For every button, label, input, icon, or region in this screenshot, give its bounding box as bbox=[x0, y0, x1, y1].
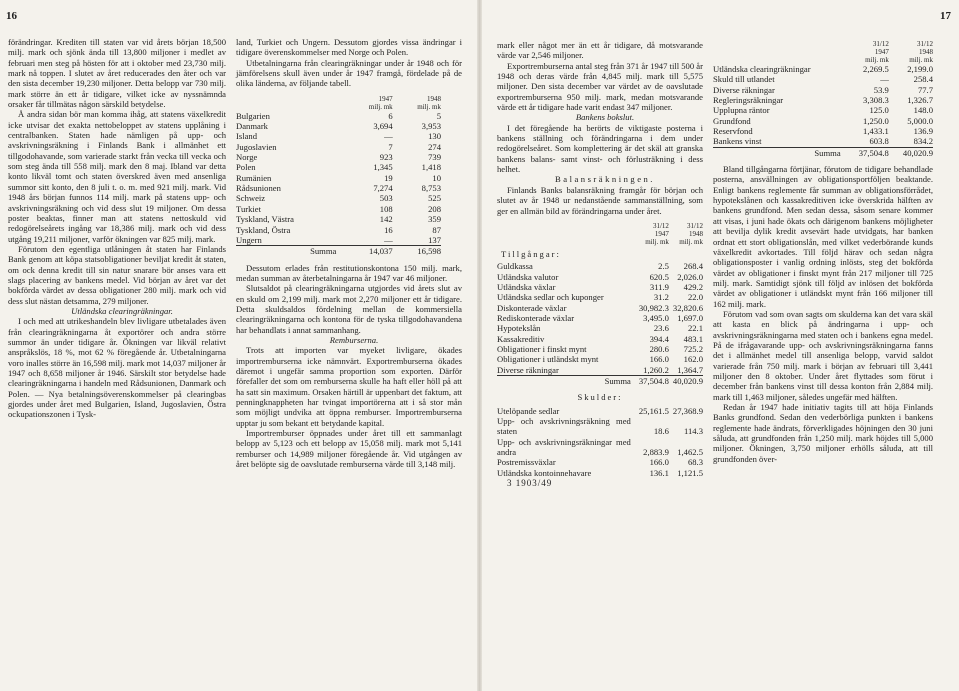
row-value: 394.4 bbox=[649, 333, 669, 344]
paragraph: Finlands Banks balansräkning framgår för början och slutet av år 1948 ur nedanstående sammanställning, som ger en allmän bild av förändringarna under året. bbox=[497, 184, 703, 216]
row-value: 2,883.9 bbox=[643, 447, 669, 458]
section-heading: Utländska clearingräkningar. bbox=[71, 305, 173, 316]
row-value: 1,121.5 bbox=[677, 467, 703, 478]
paragraph: Å andra sidan bör man komma ihåg, att statens växelkredit icke utvisar det exakta nettobeloppet av statens upplåning i centralbanken. Staten hade nämligen på upp- och avskrivningsräkning i Finlands Bank i allmänhet ett tillgodohavande, som varierade starkt från vecka till vecka och som steg ända till 558 milj. mark den 8 maj. Ibland var detta konto likväl tomt och staten överskred även med ansenliga summor sitt konto, den 8 juli t. o. m. med 921 milj. mark. Vid 1948 års början funnos 114 milj. mark på statens upp- och avskrivningsräkning och vid dess slut 19 miljoner. Om dessa poster beaktas, finner man att statens nettoskuld vid redogörelseårets ingång var 18,386 milj. mark och vid dess utgång 19,211 miljoner, varför ökningen var 825 milj. mark. bbox=[8, 109, 226, 244]
row-value: 1,418 bbox=[421, 162, 441, 173]
right-page-column-2 bbox=[713, 40, 933, 464]
row-value: 525 bbox=[428, 193, 441, 204]
row-value: 130 bbox=[428, 131, 441, 142]
row-value: — bbox=[880, 74, 889, 85]
paragraph: Dessutom erlades från restitutionskontona 150 milj. mark, medan summan av återbetalningarna år 1947 var 46 miljoner. bbox=[236, 262, 462, 283]
row-label: Upplupna räntor bbox=[713, 105, 770, 116]
table-row bbox=[497, 416, 703, 437]
row-label: Kassakreditiv bbox=[497, 333, 545, 344]
row-value: — bbox=[384, 131, 393, 142]
row-label: Obligationer i finskt mynt bbox=[497, 343, 587, 354]
row-value: 503 bbox=[379, 193, 393, 204]
table-row bbox=[713, 116, 933, 126]
row-label: Bankens vinst bbox=[713, 136, 762, 147]
balance-sheet-table bbox=[497, 222, 703, 478]
column-header-unit: milj. mk bbox=[679, 237, 703, 246]
row-value: 1,250.0 bbox=[863, 115, 889, 126]
row-label: Postremissväxlar bbox=[497, 457, 556, 468]
table-row bbox=[713, 136, 933, 147]
row-label: Utländska kontoinnehavare bbox=[497, 467, 592, 478]
row-value: 429.2 bbox=[683, 281, 703, 292]
row-label: Norge bbox=[236, 152, 258, 163]
row-value: 125.0 bbox=[869, 105, 889, 116]
left-page-column-2 bbox=[236, 37, 462, 469]
row-value: 1,260.2 bbox=[635, 365, 669, 376]
section-heading: Balansräkningen. bbox=[555, 174, 655, 185]
section-heading: Remburserna. bbox=[329, 334, 379, 345]
column-header-date: 31/12 bbox=[687, 221, 703, 230]
row-value: 280.6 bbox=[649, 343, 669, 354]
table-row bbox=[497, 292, 703, 302]
row-label: Utländska valutor bbox=[497, 271, 559, 282]
sum-label: Summa bbox=[713, 147, 845, 158]
row-value: 166.0 bbox=[649, 354, 669, 365]
table-row bbox=[713, 95, 933, 105]
column-header-unit: milj. mk bbox=[368, 102, 393, 111]
row-value: 23.6 bbox=[653, 323, 669, 334]
table-row bbox=[497, 261, 703, 271]
row-value: 1,697.0 bbox=[677, 312, 703, 323]
paragraph: I det föregående ha berörts de viktigaste posterna i bankens ställning och förändringarna i dem under redogörelseåret. Som komplettering är det skäl att granska bankens balans- samt vinst- och förlusträkning i dess helhet. bbox=[497, 122, 703, 175]
row-value: 258.4 bbox=[913, 74, 933, 85]
column-header-year: 1948 bbox=[689, 229, 703, 238]
table-row bbox=[236, 204, 441, 214]
row-label: Guldkassa bbox=[497, 261, 533, 272]
balance-sheet-continued-table bbox=[713, 40, 933, 158]
paragraph: Redan år 1947 hade initiativ tagits till att höja Finlands Banks grundfond. Sedan den vederbörliga punkten i bankens reglemente hade ändrats, förverkligades höjningen den 30 juni såluda, att grundfonden från 1,250 milj. mark höjdes till 5,000 miljoner. Ökningen, 3,750 miljoner erhölls såluda, att till grundfonden över- bbox=[713, 402, 933, 464]
table-row bbox=[236, 152, 441, 162]
row-value: 30,982.3 bbox=[638, 302, 669, 313]
print-code: 3 1903/49 bbox=[507, 478, 553, 489]
table-row bbox=[713, 64, 933, 74]
row-value: 142 bbox=[379, 214, 393, 225]
row-value: 136.1 bbox=[649, 467, 669, 478]
row-value: 2,026.0 bbox=[677, 271, 703, 282]
liabilities-heading: Skulder: bbox=[577, 392, 623, 403]
row-value: 19 bbox=[384, 172, 393, 183]
paragraph: förändringar. Krediten till staten var vid årets början 18,500 milj. mark och sjönk ända till 13,800 miljoner i medlet av februari men steg på hösten för att i oktober med 23,730 milj. mark nå toppen. I slutet av året reducerades den åter och var den sista december 19,230 miljoner. Detta belopp var 730 milj. mark större än ett år tidigare, vilket icke av nyssnämnda orsaker får tillmätas någon särskild betydelse. bbox=[8, 37, 226, 110]
row-value: 148.0 bbox=[913, 105, 933, 116]
row-label: Utländska sedlar och kuponger bbox=[497, 292, 604, 303]
table-row bbox=[497, 303, 703, 313]
row-value: 10 bbox=[432, 172, 441, 183]
row-label: Utelöpande sedlar bbox=[497, 405, 560, 416]
table-row bbox=[497, 457, 703, 467]
row-label: Reservfond bbox=[713, 126, 753, 137]
row-value: 603.8 bbox=[845, 136, 889, 147]
table-row bbox=[497, 334, 703, 344]
right-page-column-1 bbox=[497, 40, 703, 488]
row-value: 739 bbox=[428, 152, 441, 163]
row-label: Upp- och avskrivningsräkningar med andra bbox=[497, 436, 631, 458]
column-header-date: 31/12 bbox=[872, 40, 889, 48]
table-row bbox=[236, 121, 441, 131]
row-value: 1,462.5 bbox=[677, 447, 703, 458]
row-value: 68.3 bbox=[687, 457, 703, 468]
sum-label: Summa bbox=[236, 246, 344, 257]
row-value: 1,326.7 bbox=[907, 95, 933, 106]
table-row bbox=[497, 272, 703, 282]
row-value: 77.7 bbox=[917, 84, 933, 95]
row-value: 2,199.0 bbox=[907, 64, 933, 74]
row-value: 2,269.5 bbox=[863, 64, 889, 74]
row-label: Diverse räkningar bbox=[713, 84, 775, 95]
column-header-year: 1948 bbox=[919, 48, 933, 56]
row-value: 22.0 bbox=[687, 292, 703, 303]
paragraph: Förutom vad som ovan sagts om skulderna kan det vara skäl att kasta en blick på ändringarna i upp- och avskrivningsräkningarna med staten och i bankens egna medel. På de ifrågavarande upp- och avskrivningsräkningarna fanns det i allmänhet medel till ansenliga belopp, varvid saldot varierade från 750 milj. mark i början av februari till 3,441 miljoner den 8 oktober. Under året flyttades som förut i december från bankens vinst till dessa konton från 2,884 milj. mark till 1,463 miljoner, således ungefär med hälften. bbox=[713, 308, 933, 402]
table-row bbox=[713, 105, 933, 115]
left-page bbox=[0, 0, 478, 691]
sum-value: 14,037 bbox=[344, 246, 392, 257]
column-header-unit: milj. mk bbox=[909, 56, 933, 64]
table-row bbox=[236, 111, 441, 121]
table-row bbox=[497, 282, 703, 292]
row-label: Tyskland, Västra bbox=[236, 214, 294, 225]
row-label: Rumänien bbox=[236, 172, 272, 183]
table-row bbox=[236, 235, 441, 246]
row-label: Diskonterade växlar bbox=[497, 302, 567, 313]
row-value: 5,000.0 bbox=[907, 115, 933, 126]
table-row bbox=[497, 313, 703, 323]
row-value: 16 bbox=[384, 224, 393, 235]
table-row bbox=[236, 193, 441, 203]
row-value: 7 bbox=[388, 141, 393, 152]
table-row bbox=[497, 354, 703, 364]
row-label: Upp- och avskrivningsräkning med staten bbox=[497, 416, 631, 437]
table-row bbox=[236, 131, 441, 141]
table-row bbox=[236, 214, 441, 224]
row-value: 274 bbox=[428, 141, 441, 152]
row-value: 208 bbox=[428, 203, 441, 214]
table-row bbox=[497, 468, 703, 478]
sum-value: 16,598 bbox=[393, 246, 441, 257]
row-value: — bbox=[344, 235, 392, 246]
row-label: Hypotekslån bbox=[497, 323, 541, 334]
table-row bbox=[236, 142, 441, 152]
column-header-unit: milj. mk bbox=[417, 102, 441, 111]
column-header-year: 1947 bbox=[654, 229, 669, 238]
row-value: 725.2 bbox=[683, 343, 703, 354]
column-header-unit: milj. mk bbox=[645, 237, 669, 246]
row-value: 108 bbox=[379, 203, 393, 214]
left-page-column-1 bbox=[8, 37, 226, 420]
row-value: 3,694 bbox=[373, 121, 393, 132]
table-row bbox=[497, 365, 703, 376]
table-row bbox=[236, 173, 441, 183]
paragraph: I och med att utrikeshandeln blev livligare utbetalades även från clearingräkningarna åt exportörer och andra större summor än under tidigare år. Ökningen var likväl relativt anspråkslös, 18 %, mot 62 % föregående år. Utbetalningarna voro inalles större än 16,598 milj. mark mot 14,037 miljoner år 1947 och 8,658 miljoner år 1946. Särskilt stor betydelse hade clearingräkningarna i handeln med Rådsunionen, Danmark och Polen. — Nya betalningsöverenskommelser på clearingbas gjordes under året med Bulgarien, Island, Jugoslavien, Östra ockupationszonen i Tysk- bbox=[8, 316, 226, 420]
row-label: Skuld till utlandet bbox=[713, 74, 775, 85]
row-label: Schweiz bbox=[236, 193, 266, 204]
paragraph: mark eller något mer än ett år tidigare, då motsvarande värde var 2,546 miljoner. bbox=[497, 40, 703, 61]
row-value: 32,820.6 bbox=[672, 302, 703, 313]
row-value: 359 bbox=[428, 214, 441, 225]
sum-value: 40,020.9 bbox=[889, 147, 933, 158]
row-label: Jugoslavien bbox=[236, 141, 277, 152]
table-row bbox=[497, 344, 703, 354]
sum-value: 40,020.9 bbox=[669, 375, 703, 386]
column-header-unit: milj. mk bbox=[865, 56, 889, 64]
row-value: 3,495.0 bbox=[643, 312, 669, 323]
page-number-right: 17 bbox=[940, 10, 951, 22]
paragraph: Förutom den egentliga utlåningen åt staten har Finlands Bank genom att köpa statsobligationer beviljat kredit åt staten, om ock denna kredit till sin natur snarare bör anses vara ett slags placering av bankens medel. Vid början av året var det bokförda värdet av dessa obligationer 280 milj. mark och vid dess slut nästan detsamma, 279 miljoner. bbox=[8, 243, 226, 306]
assets-heading: Tillgångar: bbox=[501, 248, 561, 259]
row-value: 22.1 bbox=[687, 323, 703, 334]
paragraph: land, Turkiet och Ungern. Dessutom gjordes vissa ändringar i tidigare överenskommelser med Norge och Polen. bbox=[236, 37, 462, 58]
row-label: Utländska clearingräkningar bbox=[713, 64, 811, 74]
section-heading: Bankens bokslut. bbox=[575, 112, 635, 123]
row-value: 3,308.3 bbox=[863, 95, 889, 106]
row-value: 114.3 bbox=[683, 426, 703, 437]
row-value: 1,345 bbox=[373, 162, 393, 173]
row-value: 7,274 bbox=[373, 183, 393, 194]
column-header-year: 1948 bbox=[427, 94, 441, 103]
paragraph: Utbetalningarna från clearingräkningar under år 1948 och för jämförelsens skull även under år 1947 framgå, fördelade på de olika länderna, av följande tabell. bbox=[236, 57, 462, 89]
paragraph: Bland tillgångarna förtjänar, förutom de tidigare behandlade posterna, ansvällningen av obligationsportföljen beaktande. Enligt bankens reglemente får summan av obligationsförrådet, hypotekslånen och kassakreditiven icke överskrida hälften av bankens grundfond. Men sedan dessa, såsom senare kommer att visas, i juni hade ökats och därigenom bankens möjligheter att bevilja dylik kredit avsevärt hade utvidgats, har banken ordnat ett stort obligationslån, med vilket vederbörande kunds växelkredit avkortades. Till följd härav och sedan några obligationsposter i vanlig ordning inlösts, steg det bokförda värdet av obligationer i finskt mynt från 217 miljoner till 725 milj. mark. Samtidigt sjönk till följd av inlösen det bokförda värdet av obligationer i utländskt mynt från 166 miljoner till 162 milj. mark. bbox=[713, 164, 933, 309]
row-value: 483.1 bbox=[683, 333, 703, 344]
row-label: Island bbox=[236, 131, 258, 142]
row-label: Polen bbox=[236, 162, 256, 173]
paragraph: Exportremburserna antal steg från 371 år 1947 till 500 år 1948 och deras värde från 4,845 milj. mark till 5,575 miljoner. Den sista december var värdet av de oavslutade exportremburserna 950 milj. mark, medan motsvarande värde ett år tidigare hade varit endast 347 miljoner. bbox=[497, 60, 703, 113]
column-header-date: 31/12 bbox=[917, 40, 933, 48]
row-label: Ungern bbox=[236, 234, 262, 245]
row-value: 6 bbox=[388, 110, 393, 121]
column-header-date: 31/12 bbox=[652, 221, 669, 230]
table-row bbox=[236, 162, 441, 172]
row-value: 311.9 bbox=[649, 281, 669, 292]
row-value: 1,364.7 bbox=[669, 365, 703, 376]
paragraph: Trots att importen var myeket livligare, ökades importremburserna icke nämnvärt. Exportremburserna ökades däremot i ungefär samma proportion som exporten. Därför förefaller det som om remburserna skulle ha haft eller höll på att ha satt sin maximum. Orsaken härtill är uppenbart det faktum, att penningknappheten har tvingat importörerna att i så stor mån som möjligt undvika att öppna remburser. Importremburserna upptar ju som bekant ett betydande kapital. bbox=[236, 345, 462, 428]
row-label: Turkiet bbox=[236, 203, 261, 214]
sum-value: 37,504.8 bbox=[845, 147, 889, 158]
row-value: 3,953 bbox=[421, 121, 441, 132]
table-row bbox=[497, 437, 703, 458]
column-header-year: 1947 bbox=[378, 94, 393, 103]
paragraph: Slutsaldot på clearingräkningarna utgjordes vid årets slut av en skuld om 2,199 milj. mark mot 2,270 miljoner ett år tidigare. Detta skuldsaldos fördelning mellan de kommersiella clearingräkningarna och kontona för de tyska tillgodohavandena har behandlats i annat sammanhang. bbox=[236, 283, 462, 335]
right-page bbox=[481, 0, 959, 691]
table-row bbox=[236, 225, 441, 235]
row-value: 620.5 bbox=[649, 271, 669, 282]
row-label: Rådsunionen bbox=[236, 183, 281, 194]
row-value: 136.9 bbox=[913, 126, 933, 137]
row-value: 162.0 bbox=[683, 354, 703, 365]
sum-value: 37,504.8 bbox=[635, 375, 669, 386]
row-value: 53.9 bbox=[873, 84, 889, 95]
row-value: 923 bbox=[379, 152, 393, 163]
table-row bbox=[713, 74, 933, 84]
row-value: 166.0 bbox=[649, 457, 669, 468]
row-value: 25,161.5 bbox=[638, 405, 669, 416]
row-label: Utländska växlar bbox=[497, 281, 556, 292]
clearing-payments-table bbox=[236, 95, 441, 257]
row-value: 8,753 bbox=[421, 183, 441, 194]
row-label: Tyskland, Östra bbox=[236, 224, 291, 235]
table-row bbox=[497, 323, 703, 333]
row-value: 834.2 bbox=[889, 136, 933, 147]
row-label: Regleringsräkningar bbox=[713, 95, 784, 106]
sum-label: Summa bbox=[497, 375, 635, 386]
table-row bbox=[713, 126, 933, 136]
row-label: Grundfond bbox=[713, 115, 751, 126]
table-row bbox=[497, 406, 703, 416]
row-value: 137 bbox=[393, 235, 441, 246]
row-value: 1,433.1 bbox=[863, 126, 889, 137]
column-header-year: 1947 bbox=[874, 48, 889, 56]
row-value: 2.5 bbox=[658, 261, 669, 272]
paragraph: Importremburser öppnades under året till ett sammanlagt belopp av 5,123 och ett belopp av 15,058 milj. mark mot 5,141 remburser och 14,989 miljoner föregående år. Vid utgången av året belöpte sig de oavslutade remburserna värde till 3,148 milj. bbox=[236, 428, 462, 470]
row-value: 18.6 bbox=[653, 426, 669, 437]
table-row bbox=[713, 85, 933, 95]
row-value: 27,368.9 bbox=[672, 405, 703, 416]
row-label: Bulgarien bbox=[236, 110, 270, 121]
row-label: Danmark bbox=[236, 121, 268, 132]
row-value: 31.2 bbox=[653, 292, 669, 303]
row-value: 5 bbox=[436, 110, 441, 121]
row-value: 268.4 bbox=[683, 261, 703, 272]
row-value: 87 bbox=[432, 224, 441, 235]
row-label: Obligationer i utländskt mynt bbox=[497, 354, 599, 365]
page-number-left: 16 bbox=[6, 10, 17, 22]
row-label: Rediskonterade växlar bbox=[497, 312, 575, 323]
row-label: Diverse räkningar bbox=[497, 364, 559, 375]
table-row bbox=[236, 183, 441, 193]
